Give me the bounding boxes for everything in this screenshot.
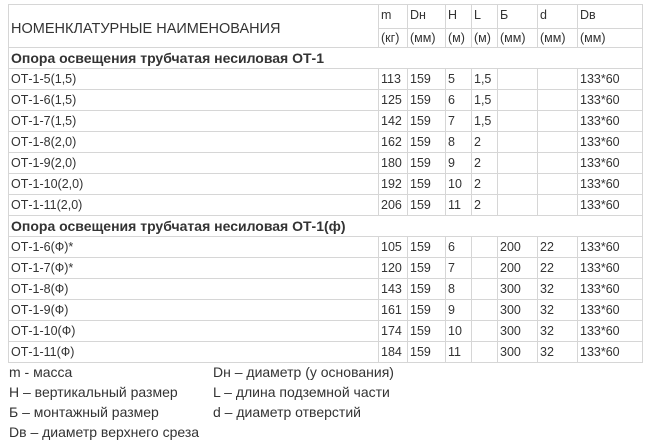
cell-dv: 133*60 (578, 237, 643, 258)
section-header (9, 48, 643, 69)
cell-l: 2 (472, 174, 498, 195)
cell-dn: 159 (408, 132, 446, 153)
cell-l: 1,5 (472, 90, 498, 111)
cell-b (498, 132, 538, 153)
col-symbol-d: d (538, 5, 578, 29)
cell-l (472, 279, 498, 300)
table-row (9, 279, 643, 300)
col-unit-d: (мм) (538, 29, 578, 48)
cell-d (538, 90, 578, 111)
cell-h: 6 (446, 237, 472, 258)
cell-dv: 133*60 (578, 174, 643, 195)
table-row (9, 300, 643, 321)
cell-m: 162 (379, 132, 408, 153)
cell-l (472, 321, 498, 342)
legend-entry: Dв – диаметр верхнего среза (9, 424, 200, 440)
cell-b: 300 (498, 342, 538, 363)
cell-dv: 133*60 (578, 111, 643, 132)
cell-d (538, 174, 578, 195)
cell-name: ОТ-1-5(1,5) (9, 69, 379, 90)
cell-dn: 159 (408, 342, 446, 363)
cell-h: 9 (446, 300, 472, 321)
cell-dn: 159 (408, 321, 446, 342)
cell-m: 161 (379, 300, 408, 321)
legend (9, 362, 639, 442)
cell-dv: 133*60 (578, 195, 643, 216)
cell-name: ОТ-1-11(2,0) (9, 195, 379, 216)
col-unit-b: (мм) (498, 29, 538, 48)
table-row (9, 132, 643, 153)
col-symbol-m: m (379, 5, 408, 29)
cell-dv: 133*60 (578, 300, 643, 321)
cell-d (538, 132, 578, 153)
table-row (9, 321, 643, 342)
cell-dv: 133*60 (578, 258, 643, 279)
cell-l: 1,5 (472, 111, 498, 132)
cell-dn: 159 (408, 69, 446, 90)
cell-d (538, 69, 578, 90)
legend-line (9, 402, 639, 422)
cell-h: 10 (446, 174, 472, 195)
cell-h: 5 (446, 69, 472, 90)
cell-dn: 159 (408, 195, 446, 216)
cell-h: 7 (446, 111, 472, 132)
col-unit-h: (м) (446, 29, 472, 48)
cell-dv: 133*60 (578, 69, 643, 90)
legend-line (9, 362, 639, 382)
legend-entry: d – диаметр отверстий (213, 404, 361, 420)
cell-m: 184 (379, 342, 408, 363)
cell-b (498, 153, 538, 174)
cell-d: 22 (538, 258, 578, 279)
cell-name: ОТ-1-10(Ф) (9, 321, 379, 342)
cell-dv: 133*60 (578, 279, 643, 300)
cell-m: 125 (379, 90, 408, 111)
legend-entry: Dн – диаметр (у основания) (213, 364, 394, 380)
cell-name: ОТ-1-11(Ф) (9, 342, 379, 363)
legend-line (9, 422, 639, 442)
cell-dn: 159 (408, 279, 446, 300)
section-header (9, 216, 643, 237)
col-symbol-dn: Dн (408, 5, 446, 29)
section-title: Опора освещения трубчатая несиловая ОТ-1(ф) (9, 216, 643, 237)
cell-name: ОТ-1-6(Ф)* (9, 237, 379, 258)
cell-dv: 133*60 (578, 132, 643, 153)
cell-name: ОТ-1-7(1,5) (9, 111, 379, 132)
cell-m: 113 (379, 69, 408, 90)
col-unit-dn: (мм) (408, 29, 446, 48)
specification-table (8, 4, 643, 363)
cell-l (472, 237, 498, 258)
cell-d (538, 195, 578, 216)
cell-dn: 159 (408, 90, 446, 111)
table-row (9, 69, 643, 90)
cell-dn: 159 (408, 111, 446, 132)
cell-name: ОТ-1-9(Ф) (9, 300, 379, 321)
cell-dn: 159 (408, 237, 446, 258)
cell-b (498, 90, 538, 111)
cell-b: 200 (498, 237, 538, 258)
cell-d: 32 (538, 321, 578, 342)
table-row (9, 90, 643, 111)
cell-h: 11 (446, 195, 472, 216)
cell-dv: 133*60 (578, 321, 643, 342)
legend-entry: m - масса (9, 364, 73, 380)
col-unit-m: (кг) (379, 29, 408, 48)
cell-m: 174 (379, 321, 408, 342)
cell-h: 6 (446, 90, 472, 111)
cell-h: 8 (446, 279, 472, 300)
cell-l: 2 (472, 132, 498, 153)
cell-dv: 133*60 (578, 342, 643, 363)
cell-b: 200 (498, 258, 538, 279)
cell-b: 300 (498, 321, 538, 342)
cell-b: 300 (498, 279, 538, 300)
cell-dn: 159 (408, 300, 446, 321)
cell-h: 9 (446, 153, 472, 174)
table-row (9, 258, 643, 279)
table-row (9, 342, 643, 363)
cell-h: 11 (446, 342, 472, 363)
cell-dn: 159 (408, 153, 446, 174)
cell-b: 300 (498, 300, 538, 321)
cell-l (472, 258, 498, 279)
legend-entry: Б – монтажный размер (9, 404, 159, 420)
cell-h: 7 (446, 258, 472, 279)
cell-m: 143 (379, 279, 408, 300)
cell-d: 32 (538, 300, 578, 321)
col-unit-dv: (мм) (578, 29, 643, 48)
cell-l: 2 (472, 153, 498, 174)
header-row-symbols (9, 5, 643, 29)
cell-name: ОТ-1-9(2,0) (9, 153, 379, 174)
cell-l (472, 342, 498, 363)
cell-name: ОТ-1-10(2,0) (9, 174, 379, 195)
table-row (9, 111, 643, 132)
cell-l: 1,5 (472, 69, 498, 90)
cell-name: ОТ-1-6(1,5) (9, 90, 379, 111)
cell-m: 192 (379, 174, 408, 195)
cell-dv: 133*60 (578, 153, 643, 174)
header-title: НОМЕНКЛАТУРНЫЕ НАИМЕНОВАНИЯ (9, 5, 379, 48)
cell-d: 32 (538, 279, 578, 300)
cell-dn: 159 (408, 174, 446, 195)
table-row (9, 153, 643, 174)
section-title: Опора освещения трубчатая несиловая ОТ-1 (9, 48, 643, 69)
col-symbol-h: H (446, 5, 472, 29)
cell-m: 105 (379, 237, 408, 258)
cell-l (472, 300, 498, 321)
col-symbol-l: L (472, 5, 498, 29)
table-row (9, 195, 643, 216)
cell-m: 142 (379, 111, 408, 132)
cell-h: 10 (446, 321, 472, 342)
cell-b (498, 111, 538, 132)
cell-d: 22 (538, 237, 578, 258)
cell-b (498, 195, 538, 216)
cell-d (538, 153, 578, 174)
cell-d: 32 (538, 342, 578, 363)
col-symbol-dv: Dв (578, 5, 643, 29)
legend-entry: L – длина подземной части (213, 384, 390, 400)
cell-b (498, 69, 538, 90)
cell-d (538, 111, 578, 132)
col-unit-l: (м) (472, 29, 498, 48)
cell-m: 120 (379, 258, 408, 279)
legend-entry: H – вертикальный размер (9, 384, 178, 400)
cell-m: 180 (379, 153, 408, 174)
legend-line (9, 382, 639, 402)
col-symbol-b: Б (498, 5, 538, 29)
cell-dn: 159 (408, 258, 446, 279)
cell-l: 2 (472, 195, 498, 216)
table-row (9, 174, 643, 195)
table-row (9, 237, 643, 258)
cell-dv: 133*60 (578, 90, 643, 111)
cell-name: ОТ-1-7(Ф)* (9, 258, 379, 279)
cell-m: 206 (379, 195, 408, 216)
cell-h: 8 (446, 132, 472, 153)
cell-name: ОТ-1-8(Ф) (9, 279, 379, 300)
cell-name: ОТ-1-8(2,0) (9, 132, 379, 153)
cell-b (498, 174, 538, 195)
